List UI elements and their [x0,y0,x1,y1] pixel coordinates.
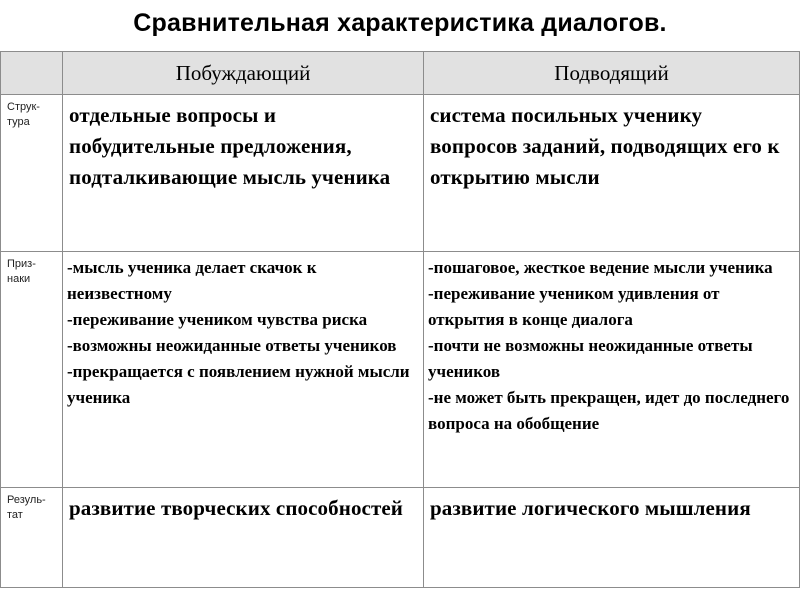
row-label-line: Приз- [7,258,36,270]
row-structure [1,95,800,252]
feature-item: -почти не возможны неожиданные ответы учеников [428,336,753,381]
feature-item: -пошаговое, жесткое ведение мысли ученика [428,258,773,277]
header-leading: Подводящий [424,52,800,95]
cell-result-leading: развитие логического мышления [424,488,800,588]
row-label-line: тура [7,116,30,128]
comparison-table [0,51,800,588]
row-result [1,488,800,588]
cell-result-prompting: развитие творческих способностей [63,488,424,588]
cell-features-leading [424,252,800,488]
cell-structure-prompting: отдельные вопросы и побудительные предложения, подталкивающие мысль ученика [63,95,424,252]
cell-structure-leading: система посильных ученику вопросов заданий, подводящих его к открытию мысли [424,95,800,252]
header-corner-cell [1,52,63,95]
feature-item: -мысль ученика делает скачок к неизвестному [67,258,317,303]
feature-item: -не может быть прекращен, идет до последнего вопроса на обобщение [428,388,790,433]
row-label-line: Резуль- [7,494,46,506]
feature-item: -переживание учеником удивления от открытия в конце диалога [428,284,720,329]
row-label-line: Струк- [7,101,40,113]
slide-title: Сравнительная характеристика диалогов. [133,9,667,37]
feature-item: -переживание учеником чувства риска [67,310,368,329]
header-row [1,52,800,95]
row-label-line: тат [7,509,23,521]
row-label-structure [1,95,63,252]
feature-item: -прекращается с появлением нужной мысли ученика [67,362,410,407]
row-label-result [1,488,63,588]
row-label-features [1,252,63,488]
row-features [1,252,800,488]
cell-features-prompting [63,252,424,488]
feature-item: -возможны неожиданные ответы учеников [67,336,397,355]
row-label-line: наки [7,273,31,285]
header-prompting: Побуждающий [63,52,424,95]
